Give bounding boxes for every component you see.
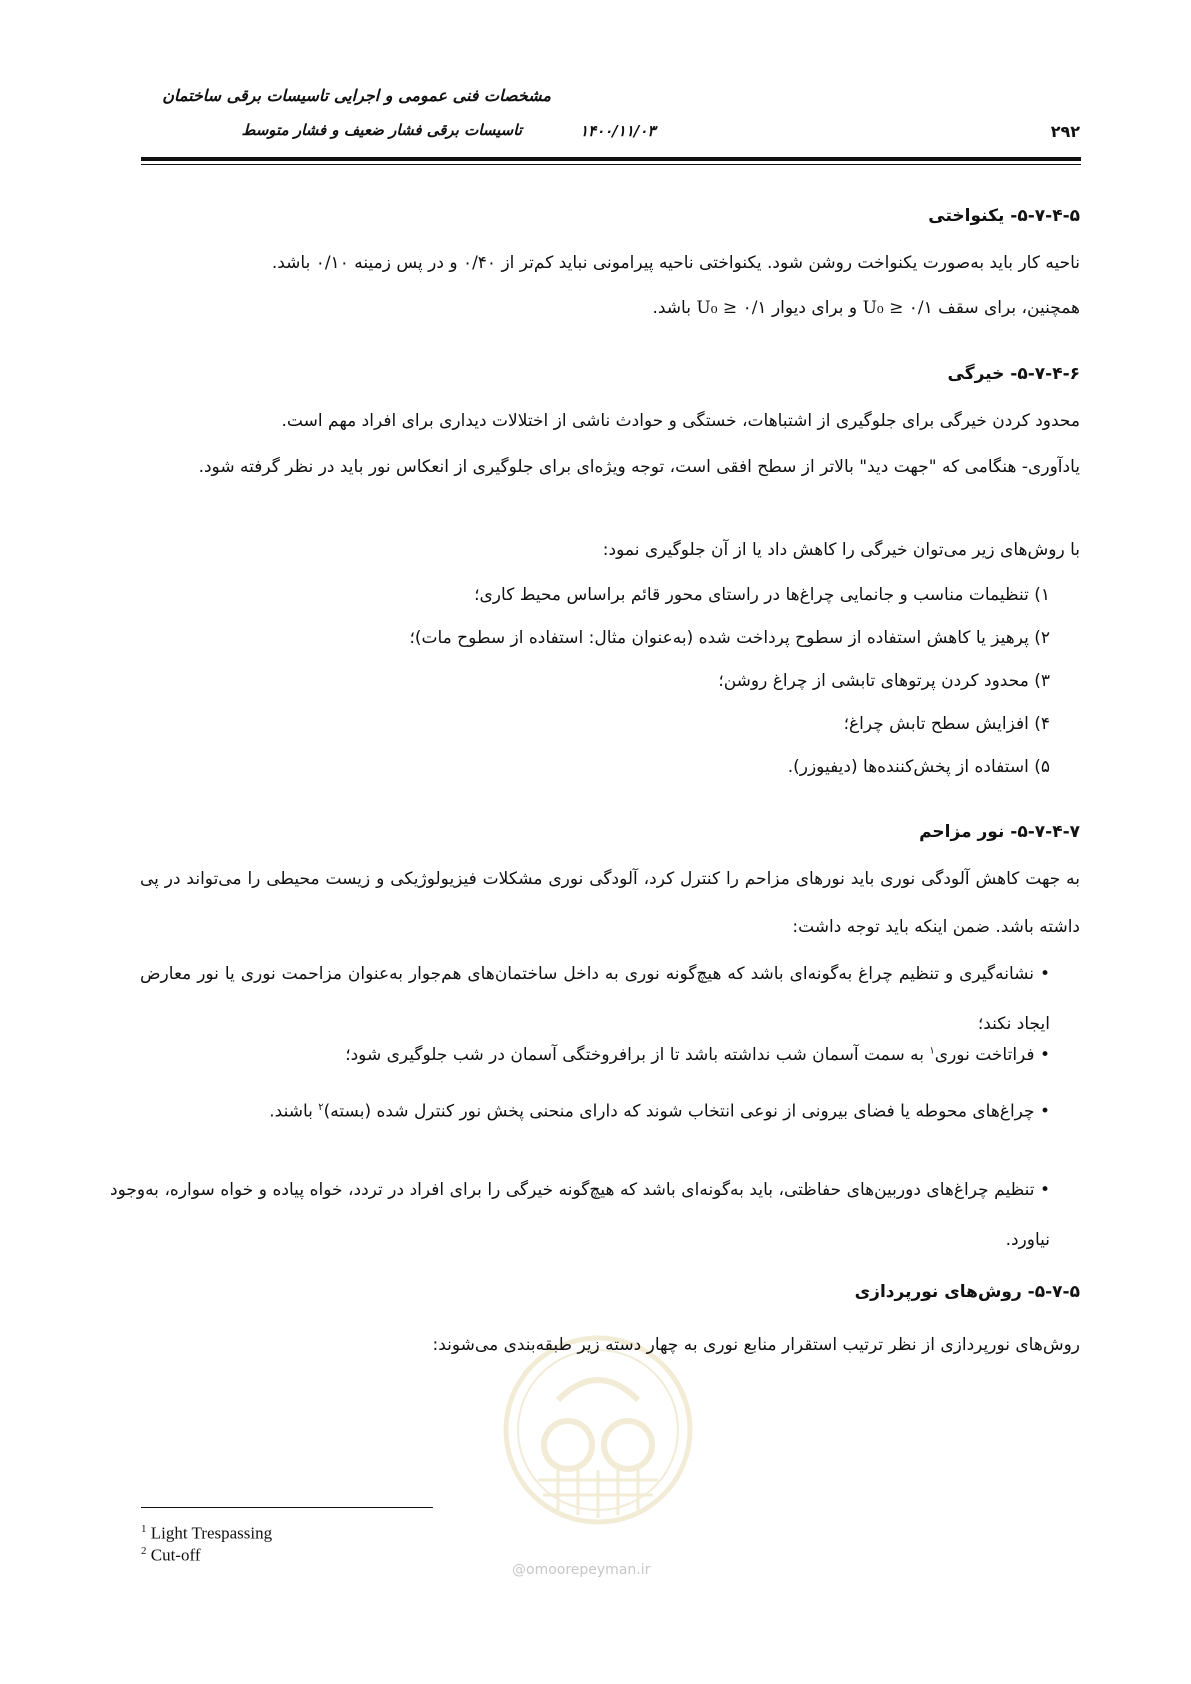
uniformity-line-2-c: باشد. — [652, 298, 691, 318]
footnote-1 — [141, 1523, 272, 1544]
footnote-2-number: 2 — [141, 1545, 147, 1557]
footnote-rule — [141, 1507, 433, 1508]
section-heading-uniformity: ۵-۷-۴-۵- یکنواختی — [928, 206, 1080, 226]
trespass-bullet-3-a: • چراغ‌های محوطه یا فضای بیرونی از نوعی انتخاب شوند که دارای منحنی پخش نور کنترل شده (بسته) — [323, 1101, 1050, 1122]
header-title: مشخصات فنی عمومی و اجرایی تاسیسات برقی ساختمان — [162, 86, 551, 105]
glare-item-1: ۱) تنظیمات مناسب و جانمایی چراغ‌ها در راستای محور قائم براساس محیط کاری؛ — [474, 585, 1050, 605]
glare-item-5: ۵) استفاده از پخش‌کننده‌ها (دیفیوزر). — [787, 757, 1050, 777]
page-number: ۲۹۲ — [1050, 122, 1080, 141]
trespass-bullet-1: • نشانه‌گیری و تنظیم چراغ به‌گونه‌ای باشد که هیچ‌گونه نوری به داخل ساختمان‌های هم‌جوار به‌عنوان مزاحمت نوری یا نور معارض ایجاد نکند؛ — [140, 964, 1050, 1034]
section-heading-methods: ۵-۷-۵- روش‌های نورپردازی — [854, 1282, 1080, 1302]
glare-item-3: ۳) محدود کردن پرتوهای تابشی از چراغ روشن؛ — [718, 671, 1050, 691]
header-subtitle: تاسیسات برقی فشار ضعیف و فشار متوسط — [241, 121, 522, 139]
header-date: ۱۴۰۰/۱۱/۰۳ — [580, 122, 656, 140]
watermark-logo — [498, 1330, 698, 1540]
header-rule-thin — [141, 164, 1081, 165]
trespass-bullet-2-a: • فراتاخت نوری — [934, 1045, 1050, 1065]
glare-note: یادآوری- هنگامی که "جهت دید" بالاتر از سطح افقی است، توجه ویژه‌ای برای جلوگیری از انعکاس نور باید در نظر گرفته شود. — [198, 457, 1080, 477]
footnote-1-text: Light Trespassing — [150, 1523, 273, 1543]
uniformity-line-2 — [652, 298, 1080, 318]
footnote-1-number: 1 — [141, 1523, 147, 1535]
trespass-bullet-2 — [345, 1045, 1050, 1065]
trespass-bullet-2-b: به سمت آسمان شب نداشته باشد تا از برافروختگی آسمان در شب جلوگیری شود؛ — [345, 1045, 924, 1065]
glare-item-4: ۴) افزایش سطح تابش چراغ؛ — [843, 714, 1050, 734]
ceiling-uniformity-formula: U₀ ≥ ۰/۱ — [862, 298, 933, 318]
header-rule-thick — [141, 157, 1081, 161]
trespass-bullet-4: • تنظیم چراغ‌های دوربین‌های حفاظتی، باید به‌گونه‌ای باشد که هیچ‌گونه خیرگی را برای افراد در تردد، خواه پیاده و خواه سواره، به‌وجود نیاورد. — [110, 1180, 1050, 1250]
uniformity-line-1: ناحیه کار باید به‌صورت یکنواخت روشن شود. یکنواختی ناحیه پیرامونی نباید کم‌تر از ۰/۴۰ و در پس زمینه ۰/۱۰ باشد. — [271, 253, 1080, 273]
footnote-ref-2: ۲ — [318, 1102, 324, 1113]
trespass-bullet-3 — [110, 1083, 1050, 1137]
uniformity-line-2-a: همچنین، برای سقف — [938, 298, 1080, 318]
footnote-ref-1: ۱ — [929, 1045, 935, 1057]
glare-item-2: ۲) پرهیز یا کاهش استفاده از سطوح پرداخت شده (به‌عنوان مثال: استفاده از سطوح مات)؛ — [409, 628, 1050, 648]
trespass-paragraph: به جهت کاهش آلودگی نوری باید نورهای مزاحم را کنترل کرد، آلودگی نوری مشکلات فیزیولوژیکی و زیست محیطی را می‌تواند در پی داشته باشد. ضمن اینکه باید توجه داشت: — [140, 869, 1080, 937]
section-heading-glare: ۵-۷-۴-۶- خیرگی — [947, 364, 1080, 384]
footnote-2 — [141, 1545, 201, 1566]
section-heading-trespass: ۵-۷-۴-۷- نور مزاحم — [919, 822, 1080, 842]
glare-line-1: محدود کردن خیرگی برای جلوگیری از اشتباهات، خستگی و حوادث ناشی از اختلالات دیداری برای افراد مهم است. — [281, 411, 1080, 431]
trespass-bullet-3-b: باشند. — [269, 1101, 313, 1122]
watermark-url: @omoorepeyman.ir — [512, 1562, 651, 1578]
glare-intro: با روش‌های زیر می‌توان خیرگی را کاهش داد یا از آن جلوگیری نمود: — [602, 540, 1080, 560]
wall-uniformity-formula: U₀ ≥ ۰/۱ — [696, 298, 767, 318]
methods-paragraph: روش‌های نورپردازی از نظر ترتیب استقرار منابع نوری به چهار دسته زیر طبقه‌بندی می‌شوند: — [432, 1335, 1080, 1355]
uniformity-line-2-b: و برای دیوار — [771, 298, 858, 318]
footnote-2-text: Cut-off — [150, 1545, 201, 1565]
